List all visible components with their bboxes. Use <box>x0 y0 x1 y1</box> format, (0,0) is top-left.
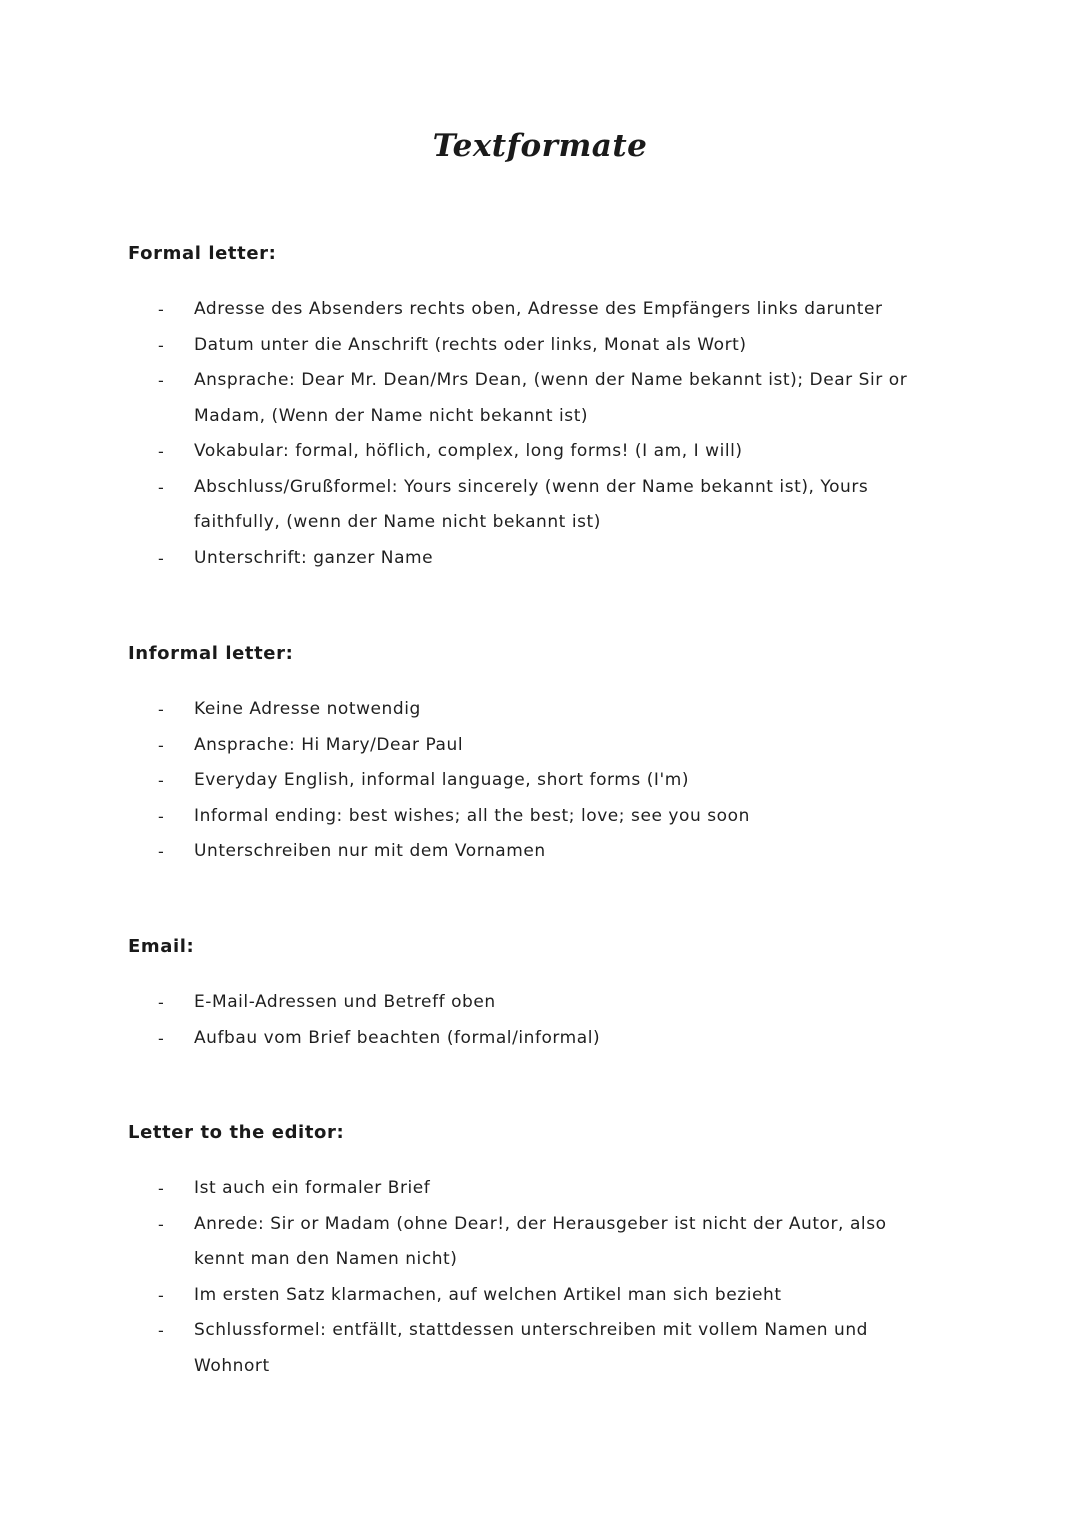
bullet-list <box>128 292 928 576</box>
list-item-text: Unterschreiben nur mit dem Vornamen <box>194 841 546 861</box>
section-heading: Letter to the editor: <box>128 1122 345 1143</box>
list-item <box>128 834 928 870</box>
bullet-list <box>128 1171 928 1384</box>
list-item <box>128 1207 928 1278</box>
list-item <box>128 363 928 434</box>
list-item-text: Vokabular: formal, höflich, complex, long forms! (I am, I will) <box>194 441 743 461</box>
list-item <box>128 292 928 328</box>
list-item-text: Im ersten Satz klarmachen, auf welchen Artikel man sich bezieht <box>194 1284 782 1305</box>
list-item-text: E-Mail-Adressen und Betreff oben <box>194 992 496 1012</box>
list-item-text: Ist auch ein formaler Brief <box>194 1178 431 1198</box>
bullet-list <box>128 692 928 870</box>
dash-bullet-icon: - <box>158 371 165 390</box>
dash-bullet-icon: - <box>158 700 165 719</box>
list-item-text: Datum unter die Anschrift (rechts oder links, Monat als Wort) <box>194 334 747 355</box>
list-item-text: Unterschrift: ganzer Name <box>194 547 434 568</box>
list-item <box>128 1021 928 1057</box>
list-item-text: Aufbau vom Brief beachten (formal/informal) <box>194 1027 601 1048</box>
dash-bullet-icon: - <box>158 1321 165 1340</box>
section-email <box>128 935 928 1056</box>
section-heading: Email: <box>128 936 195 957</box>
list-item-text: Ansprache: Hi Mary/Dear Paul <box>194 734 464 755</box>
list-item-text: Abschluss/Grußformel: Yours sincerely (wenn der Name bekannt ist), Yours faithfully, (wenn der Name nicht bekannt ist) <box>194 476 869 532</box>
list-item <box>128 799 928 835</box>
section-heading: Informal letter: <box>128 643 294 664</box>
list-item <box>128 328 928 364</box>
dash-bullet-icon: - <box>158 993 165 1012</box>
list-item-text: Ansprache: Dear Mr. Dean/Mrs Dean, (wenn der Name bekannt ist); Dear Sir or Madam, (Wenn der Name nicht bekannt ist) <box>194 370 908 426</box>
list-item-text: Keine Adresse notwendig <box>194 699 421 719</box>
list-item <box>128 434 928 470</box>
page-title: Textformate <box>432 128 648 164</box>
dash-bullet-icon: - <box>158 477 165 497</box>
section-heading: Formal letter: <box>128 243 277 264</box>
list-item <box>128 1171 928 1207</box>
dash-bullet-icon: - <box>158 735 165 755</box>
list-item-text: Anrede: Sir or Madam (ohne Dear!, der Herausgeber ist nicht der Autor, also kennt man den Namen nicht) <box>194 1213 887 1269</box>
dash-bullet-icon: - <box>158 1179 165 1198</box>
dash-bullet-icon: - <box>158 1214 165 1234</box>
dash-bullet-icon: - <box>158 300 165 319</box>
dash-bullet-icon: - <box>158 842 165 861</box>
list-item-text: Everyday English, informal language, short forms (I'm) <box>194 770 690 790</box>
dash-bullet-icon: - <box>158 806 165 826</box>
dash-bullet-icon: - <box>158 1285 165 1305</box>
section-informal-letter <box>128 642 928 870</box>
list-item <box>128 470 928 541</box>
list-item-text: Informal ending: best wishes; all the best; love; see you soon <box>194 805 750 826</box>
list-item <box>128 763 928 799</box>
list-item <box>128 1278 928 1314</box>
section-formal-letter <box>128 242 928 576</box>
list-item-text: Schlussformel: entfällt, stattdessen unterschreiben mit vollem Namen und Wohnort <box>194 1320 868 1376</box>
list-item <box>128 985 928 1021</box>
list-item <box>128 692 928 728</box>
dash-bullet-icon: - <box>158 335 165 355</box>
dash-bullet-icon: - <box>158 1028 165 1048</box>
list-item <box>128 1313 928 1384</box>
list-item-text: Adresse des Absenders rechts oben, Adresse des Empfängers links darunter <box>194 299 883 319</box>
list-item <box>128 541 928 577</box>
dash-bullet-icon: - <box>158 771 165 790</box>
bullet-list <box>128 985 928 1056</box>
dash-bullet-icon: - <box>158 442 165 461</box>
dash-bullet-icon: - <box>158 548 165 568</box>
section-letter-to-the-editor <box>128 1121 928 1384</box>
list-item <box>128 728 928 764</box>
